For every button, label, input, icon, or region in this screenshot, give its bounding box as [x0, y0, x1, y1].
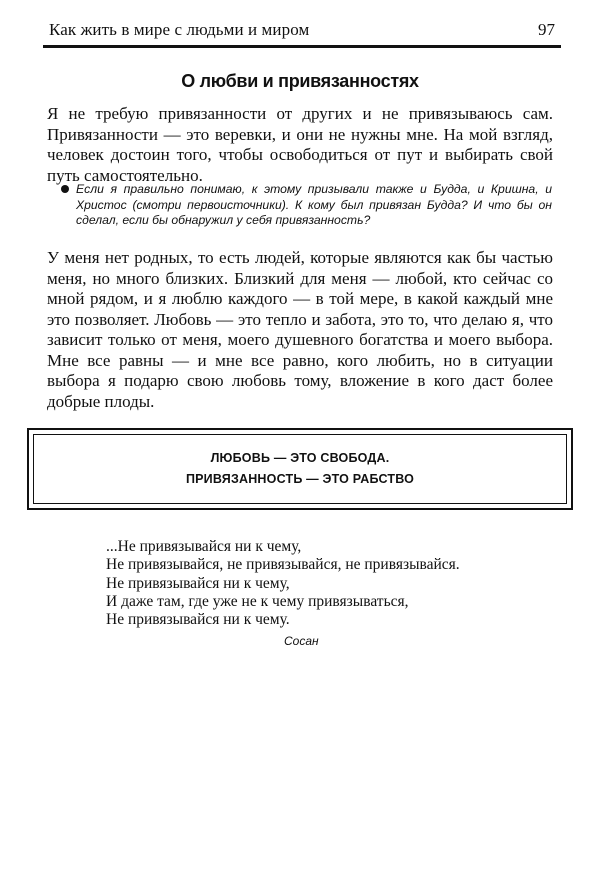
running-header — [43, 17, 561, 48]
bullet-icon — [61, 185, 69, 193]
poem-line: ...Не привязывайся ни к чему, — [106, 538, 302, 555]
quote-line-2: ПРИВЯЗАННОСТЬ — ЭТО РАБСТВО — [185, 472, 415, 486]
poem-author: Сосан — [284, 634, 319, 648]
poem-line: Не привязывайся ни к чему, — [106, 574, 290, 592]
poem-line: Не привязывайся, не привязывайся, не привязывайся. — [106, 556, 460, 574]
paragraph-2: У меня нет родных, то есть людей, которые являются как бы частью меня, но много близких. Близкий для меня — любой, кто сейчас со мной рядом, и я люблю каждого — в той мере, в какой каждый мне это позволяет. Любовь — это тепло и забота, это то, что делаю я, что зависит только от меня, моего душевного богатства и моего выбора. Мне все равны — и мне все равно, кого любить, но в ситуации выбора я подарю свою любовь тому, вложение в кого даст более добрые плоды. — [47, 248, 553, 411]
section-title: О любви и привязанностях — [181, 71, 419, 91]
reader-question: Если я правильно понимаю, к этому призывали также и Будда, и Кришна, и Христос (смотри первоисточники). К кому был привязан Будда? И что бы он сделал, если бы обнаружил у себя привязанность? — [76, 182, 552, 227]
poem-line: Не привязывайся ни к чему. — [106, 611, 290, 629]
paragraph-1: Я не требую привязанности от других и не привязываюсь сам. Привязанности — это веревки, и они не нужны мне. На мой взгляд, человек достоин того, чтобы освободиться от пут и выбирать свой путь самостоятельно. — [47, 104, 553, 185]
quote-box — [27, 428, 573, 510]
quote-box-inner-frame — [33, 434, 567, 504]
poem-line: И даже там, где уже не к чему привязываться, — [106, 592, 409, 610]
poem — [106, 538, 460, 629]
quote-line-1: ЛЮБОВЬ — ЭТО СВОБОДА. — [210, 451, 390, 465]
header-title: Как жить в мире с людьми и миром — [49, 20, 310, 39]
page-number: 97 — [538, 20, 555, 39]
